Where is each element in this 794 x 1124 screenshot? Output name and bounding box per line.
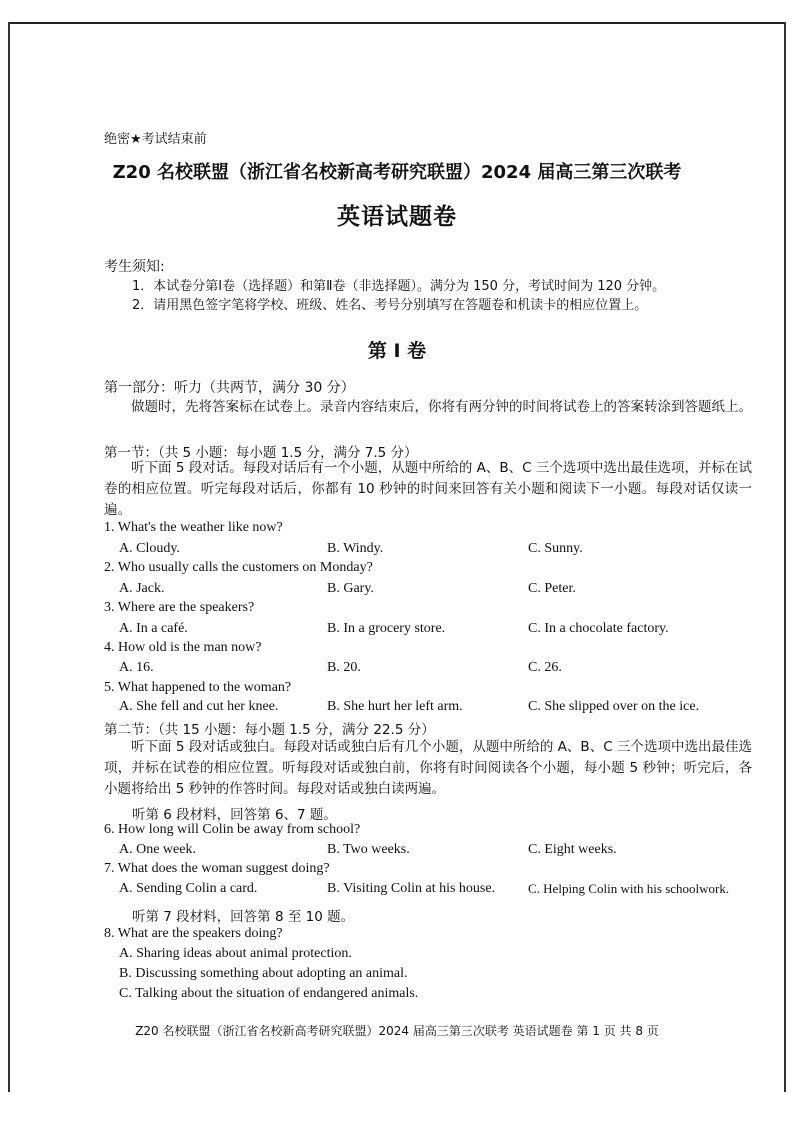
- option-b: B. 20.: [327, 660, 361, 675]
- option-c: C. Talking about the situation of endangered animals.: [119, 986, 419, 1001]
- option-c: C. Eight weeks.: [528, 842, 617, 857]
- question-stem: 6. How long will Colin be away from school?: [104, 822, 361, 837]
- option-a: A. Sharing ideas about animal protection.: [119, 946, 352, 961]
- option-c: C. She slipped over on the ice.: [528, 699, 700, 714]
- option-b: B. In a grocery store.: [327, 621, 446, 636]
- option-a: A. In a café.: [119, 621, 188, 636]
- option-b: B. Two weeks.: [327, 842, 410, 857]
- section1-intro: 听下面 5 段对话。每段对话后有一个小题，从题中所给的 A、B、C 三个选项中选出最佳选项，并标在试卷的相应位置。听完每段对话后，你都有 10 秒钟的时间来回答有关小题和阅读下一小题。每段对话仅读一遍。: [104, 460, 752, 518]
- material-instruction: 听第 7 段材料，回答第 8 至 10 题。: [132, 909, 355, 925]
- page-footer: Z20 名校联盟（浙江省名校新高考研究联盟）2024 届高三第三次联考 英语试题卷 第 1 页 共 8 页: [135, 1024, 659, 1038]
- section1-heading: 第一节：（共 5 小题：每小题 1.5 分，满分 7.5 分）: [104, 445, 418, 461]
- question-stem: 1. What's the weather like now?: [104, 520, 283, 535]
- question-stem: 4. How old is the man now?: [104, 640, 262, 655]
- exam-title: Z20 名校联盟（浙江省名校新高考研究联盟）2024 届高三第三次联考: [112, 162, 682, 183]
- option-c: C. Peter.: [528, 581, 576, 596]
- confidential-mark: 绝密★考试结束前: [104, 132, 207, 147]
- part1-intro: 做题时，先将答案标在试卷上。录音内容结束后，你将有两分钟的时间将试卷上的答案转涂到答题纸上。: [131, 399, 752, 415]
- notice-item: 2．请用黑色签字笔将学校、班级、姓名、考号分别填写在答题卷和机读卡的相应位置上。: [132, 298, 648, 313]
- question-stem: 7. What does the woman suggest doing?: [104, 861, 330, 876]
- option-b: B. Discussing something about adopting an animal.: [119, 966, 408, 981]
- section2-intro: 听下面 5 段对话或独白。每段对话或独白后有几个小题，从题中所给的 A、B、C 三个选项中选出最佳选项，并标在试卷的相应位置。听每段对话或独白前，你将有时间阅读各个小题，每小题 5 秒钟；听完后，各小题将给出 5 秒钟的作答时间。每段对话或独白读两遍。: [104, 739, 752, 797]
- option-b: B. She hurt her left arm.: [327, 699, 463, 714]
- option-b: B. Windy.: [327, 541, 384, 556]
- option-a: A. Sending Colin a card.: [119, 881, 258, 896]
- question-stem: 2. Who usually calls the customers on Monday?: [104, 560, 373, 575]
- option-a: A. Cloudy.: [119, 541, 180, 556]
- option-b: B. Gary.: [327, 581, 374, 596]
- option-c: C. In a chocolate factory.: [528, 621, 669, 636]
- option-a: A. She fell and cut her knee.: [119, 699, 279, 714]
- option-a: A. Jack.: [119, 581, 165, 596]
- part1-heading: 第一部分：听力（共两节，满分 30 分）: [104, 380, 355, 396]
- option-b: B. Visiting Colin at his house.: [327, 881, 496, 896]
- notice-item: 1．本试卷分第Ⅰ卷（选择题）和第Ⅱ卷（非选择题）。满分为 150 分，考试时间为 120 分钟。: [132, 279, 666, 294]
- question-stem: 8. What are the speakers doing?: [104, 926, 283, 941]
- exam-subtitle: 英语试题卷: [337, 204, 457, 230]
- option-c: C. Helping Colin with his schoolwork.: [528, 881, 730, 896]
- question-stem: 5. What happened to the woman?: [104, 680, 292, 695]
- section2-heading: 第二节：（共 15 小题：每小题 1.5 分，满分 22.5 分）: [104, 722, 435, 738]
- option-c: C. 26.: [528, 660, 562, 675]
- notice-heading: 考生须知:: [104, 259, 165, 275]
- material-instruction: 听第 6 段材料，回答第 6、7 题。: [132, 807, 337, 823]
- option-a: A. 16.: [119, 660, 154, 675]
- option-a: A. One week.: [119, 842, 196, 857]
- option-c: C. Sunny.: [528, 541, 583, 556]
- volume-heading: 第 I 卷: [367, 340, 427, 362]
- question-stem: 3. Where are the speakers?: [104, 600, 255, 615]
